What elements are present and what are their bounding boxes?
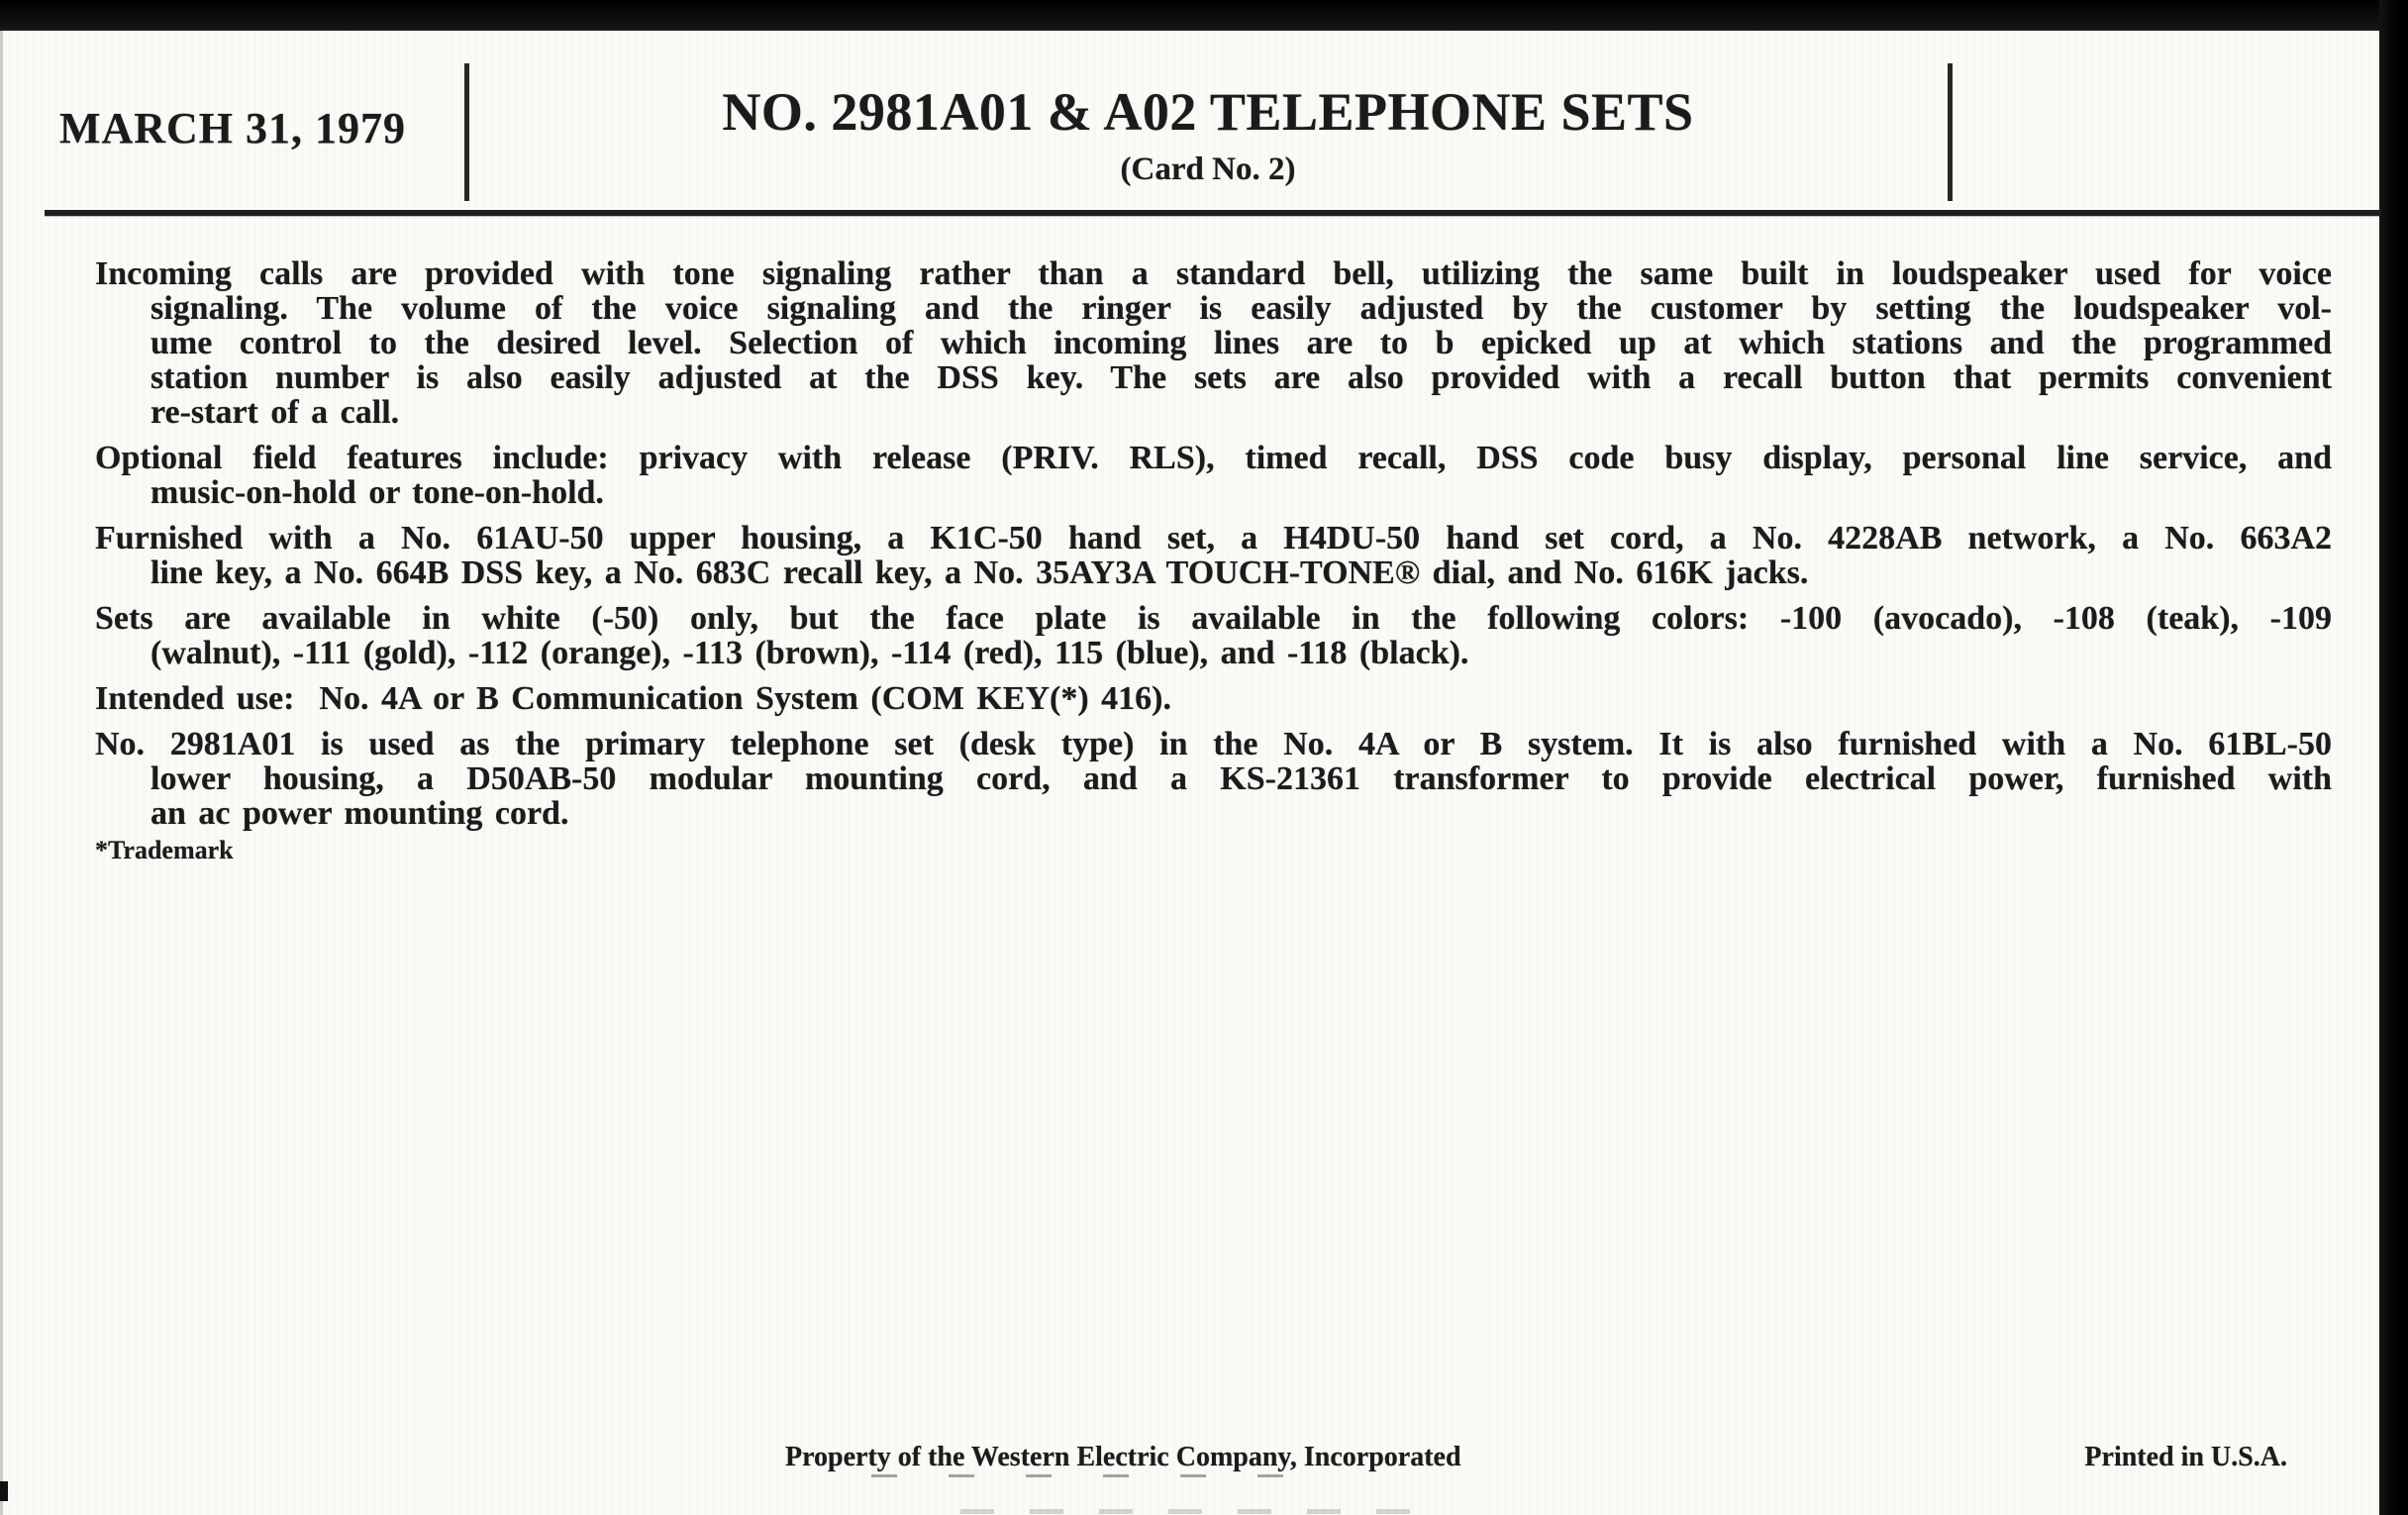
text-line: ume control to the desired level. Selection of which incoming lines are to b epicked up at which stations and the programmed [150, 325, 2332, 361]
document-title: NO. 2981A01 & A02 TELEPHONE SETS [722, 82, 1694, 142]
footer-printed-note: Printed in U.S.A. [2084, 1442, 2287, 1472]
issue-date: MARCH 31, 1979 [58, 104, 407, 152]
document-subtitle: (Card No. 2) [1120, 152, 1296, 187]
text-line: an ac power mounting cord. [150, 795, 569, 832]
scan-smudge-bottom [960, 1509, 1416, 1514]
scan-speck [0, 1481, 8, 1501]
paragraph [95, 601, 2332, 670]
text-line: Intended use: No. 4A or B Communication System (COM KEY(*) 416). [95, 680, 1171, 717]
text-line: No. 2981A01 is used as the primary telephone set (desk type) in the No. 4A or B system. It is also furnished with a No. 61BL-50 [95, 726, 2332, 762]
document-body [95, 256, 2332, 842]
text-line: Sets are available in white (-50) only, but the face plate is available in the following colors: -100 (avocado), -108 (teak), -109 [95, 600, 2332, 637]
text-line: line key, a No. 664B DSS key, a No. 683C recall key, a No. 35AY3A TOUCH-TONE® dial, and No. 616K jacks. [150, 555, 1809, 591]
scan-edge-top [0, 0, 2408, 31]
text-line: Incoming calls are provided with tone signaling rather than a standard bell, utilizing the same built in loudspeaker used for voice [95, 255, 2332, 292]
text-line: lower housing, a D50AB-50 modular mounting cord, and a KS-21361 transformer to provide electrical power, furnished with [150, 760, 2332, 797]
text-line: re-start of a call. [150, 394, 400, 431]
scan-edge-right [2379, 0, 2408, 1515]
paragraph [95, 727, 2332, 831]
text-line: music-on-hold or tone-on-hold. [150, 474, 604, 511]
text-line: Furnished with a No. 61AU-50 upper housing, a K1C-50 hand set, a H4DU-50 hand set cord, a No. 4228AB network, a No. 663A2 [95, 520, 2332, 556]
paragraph [95, 256, 2332, 430]
paragraph [95, 521, 2332, 590]
scan-edge-left [0, 31, 3, 1515]
header-divider-right [1948, 63, 1953, 201]
trademark-footnote: *Trademark [95, 836, 234, 864]
header-rule [45, 210, 2381, 216]
paragraph [95, 441, 2332, 510]
header-title-block [469, 82, 1947, 187]
scan-smudge-underline [871, 1474, 1297, 1477]
text-line: Optional field features include: privacy with release (PRIV. RLS), timed recall, DSS code busy display, personal line service, and [95, 440, 2332, 476]
text-line: signaling. The volume of the voice signaling and the ringer is easily adjusted by the customer by setting the loudspeaker vol- [150, 290, 2332, 327]
footer-property-note: Property of the Western Electric Company, Incorporated [785, 1442, 1461, 1472]
text-line: station number is also easily adjusted at the DSS key. The sets are also provided with a recall button that permits convenient [150, 359, 2332, 396]
text-line: (walnut), -111 (gold), -112 (orange), -113 (brown), -114 (red), 115 (blue), and -118 (black). [150, 635, 1469, 671]
paragraph [95, 681, 2332, 716]
